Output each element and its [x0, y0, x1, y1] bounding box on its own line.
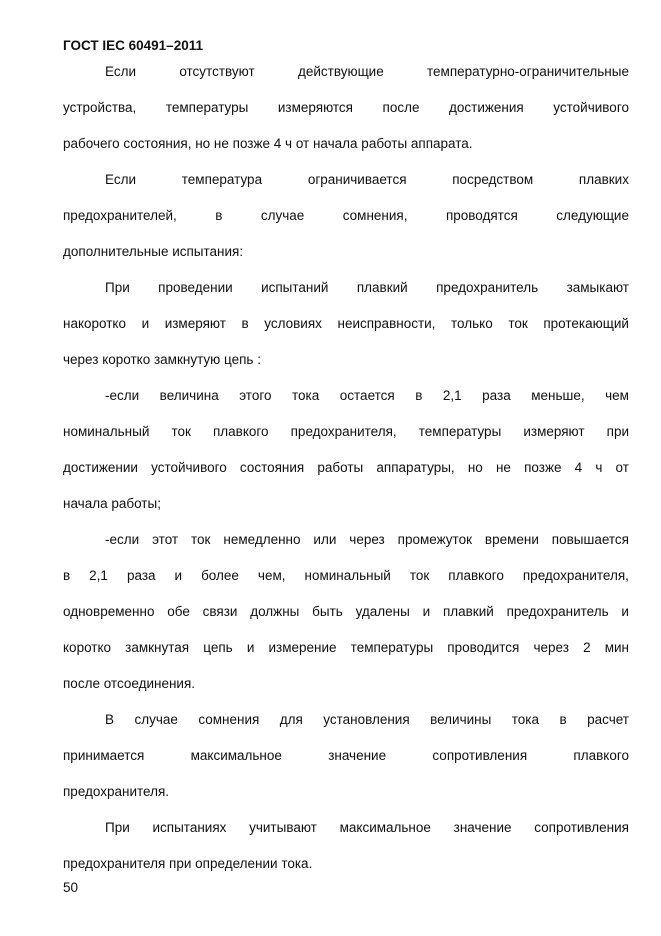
text-line: после отсоединения.	[63, 676, 196, 691]
text-line: Если отсутствуют действующие температурно-ограничительные	[105, 64, 629, 79]
text-line: коротко замкнутая цепь и измерение температуры проводится через 2 мин	[63, 640, 629, 655]
text-line: принимается максимальное значение сопротивления плавкого	[63, 748, 629, 763]
text-line: предохранителя при определении тока.	[63, 856, 313, 871]
text-line: достижении устойчивого состояния работы аппаратуры, но не позже 4 ч от	[63, 460, 629, 475]
text-line: номинальный ток плавкого предохранителя, температуры измеряют при	[63, 424, 629, 439]
text-line: В случае сомнения для установления величины тока в расчет	[105, 712, 629, 727]
text-line: При испытаниях учитывают максимальное значение сопротивления	[105, 820, 629, 835]
text-line: дополнительные испытания:	[63, 244, 244, 259]
text-line: Если температура ограничивается посредством плавких	[105, 172, 629, 187]
text-line: через коротко замкнутую цепь :	[63, 352, 261, 367]
text-line: предохранителей, в случае сомнения, проводятся следующие	[63, 208, 629, 223]
text-line: устройства, температуры измеряются после достижения устойчивого	[63, 100, 629, 115]
text-line: -если этот ток немедленно или через промежуток времени повышается	[105, 532, 629, 547]
text-line: При проведении испытаний плавкий предохранитель замыкают	[105, 280, 629, 295]
text-line: начала работы;	[63, 496, 161, 511]
text-line: одновременно обе связи должны быть удалены и плавкий предохранитель и	[63, 604, 629, 619]
document-header: ГОСТ IEC 60491–2011	[63, 38, 203, 53]
text-line: в 2,1 раза и более чем, номинальный ток плавкого предохранителя,	[63, 568, 629, 583]
text-line: рабочего состояния, но не позже 4 ч от начала работы аппарата.	[63, 136, 473, 151]
text-line: предохранителя.	[63, 784, 170, 799]
text-line: -если величина этого тока остается в 2,1 раза меньше, чем	[105, 388, 629, 403]
text-line: накоротко и измеряют в условиях неисправности, только ток протекающий	[63, 316, 629, 331]
page-number: 50	[63, 880, 79, 895]
